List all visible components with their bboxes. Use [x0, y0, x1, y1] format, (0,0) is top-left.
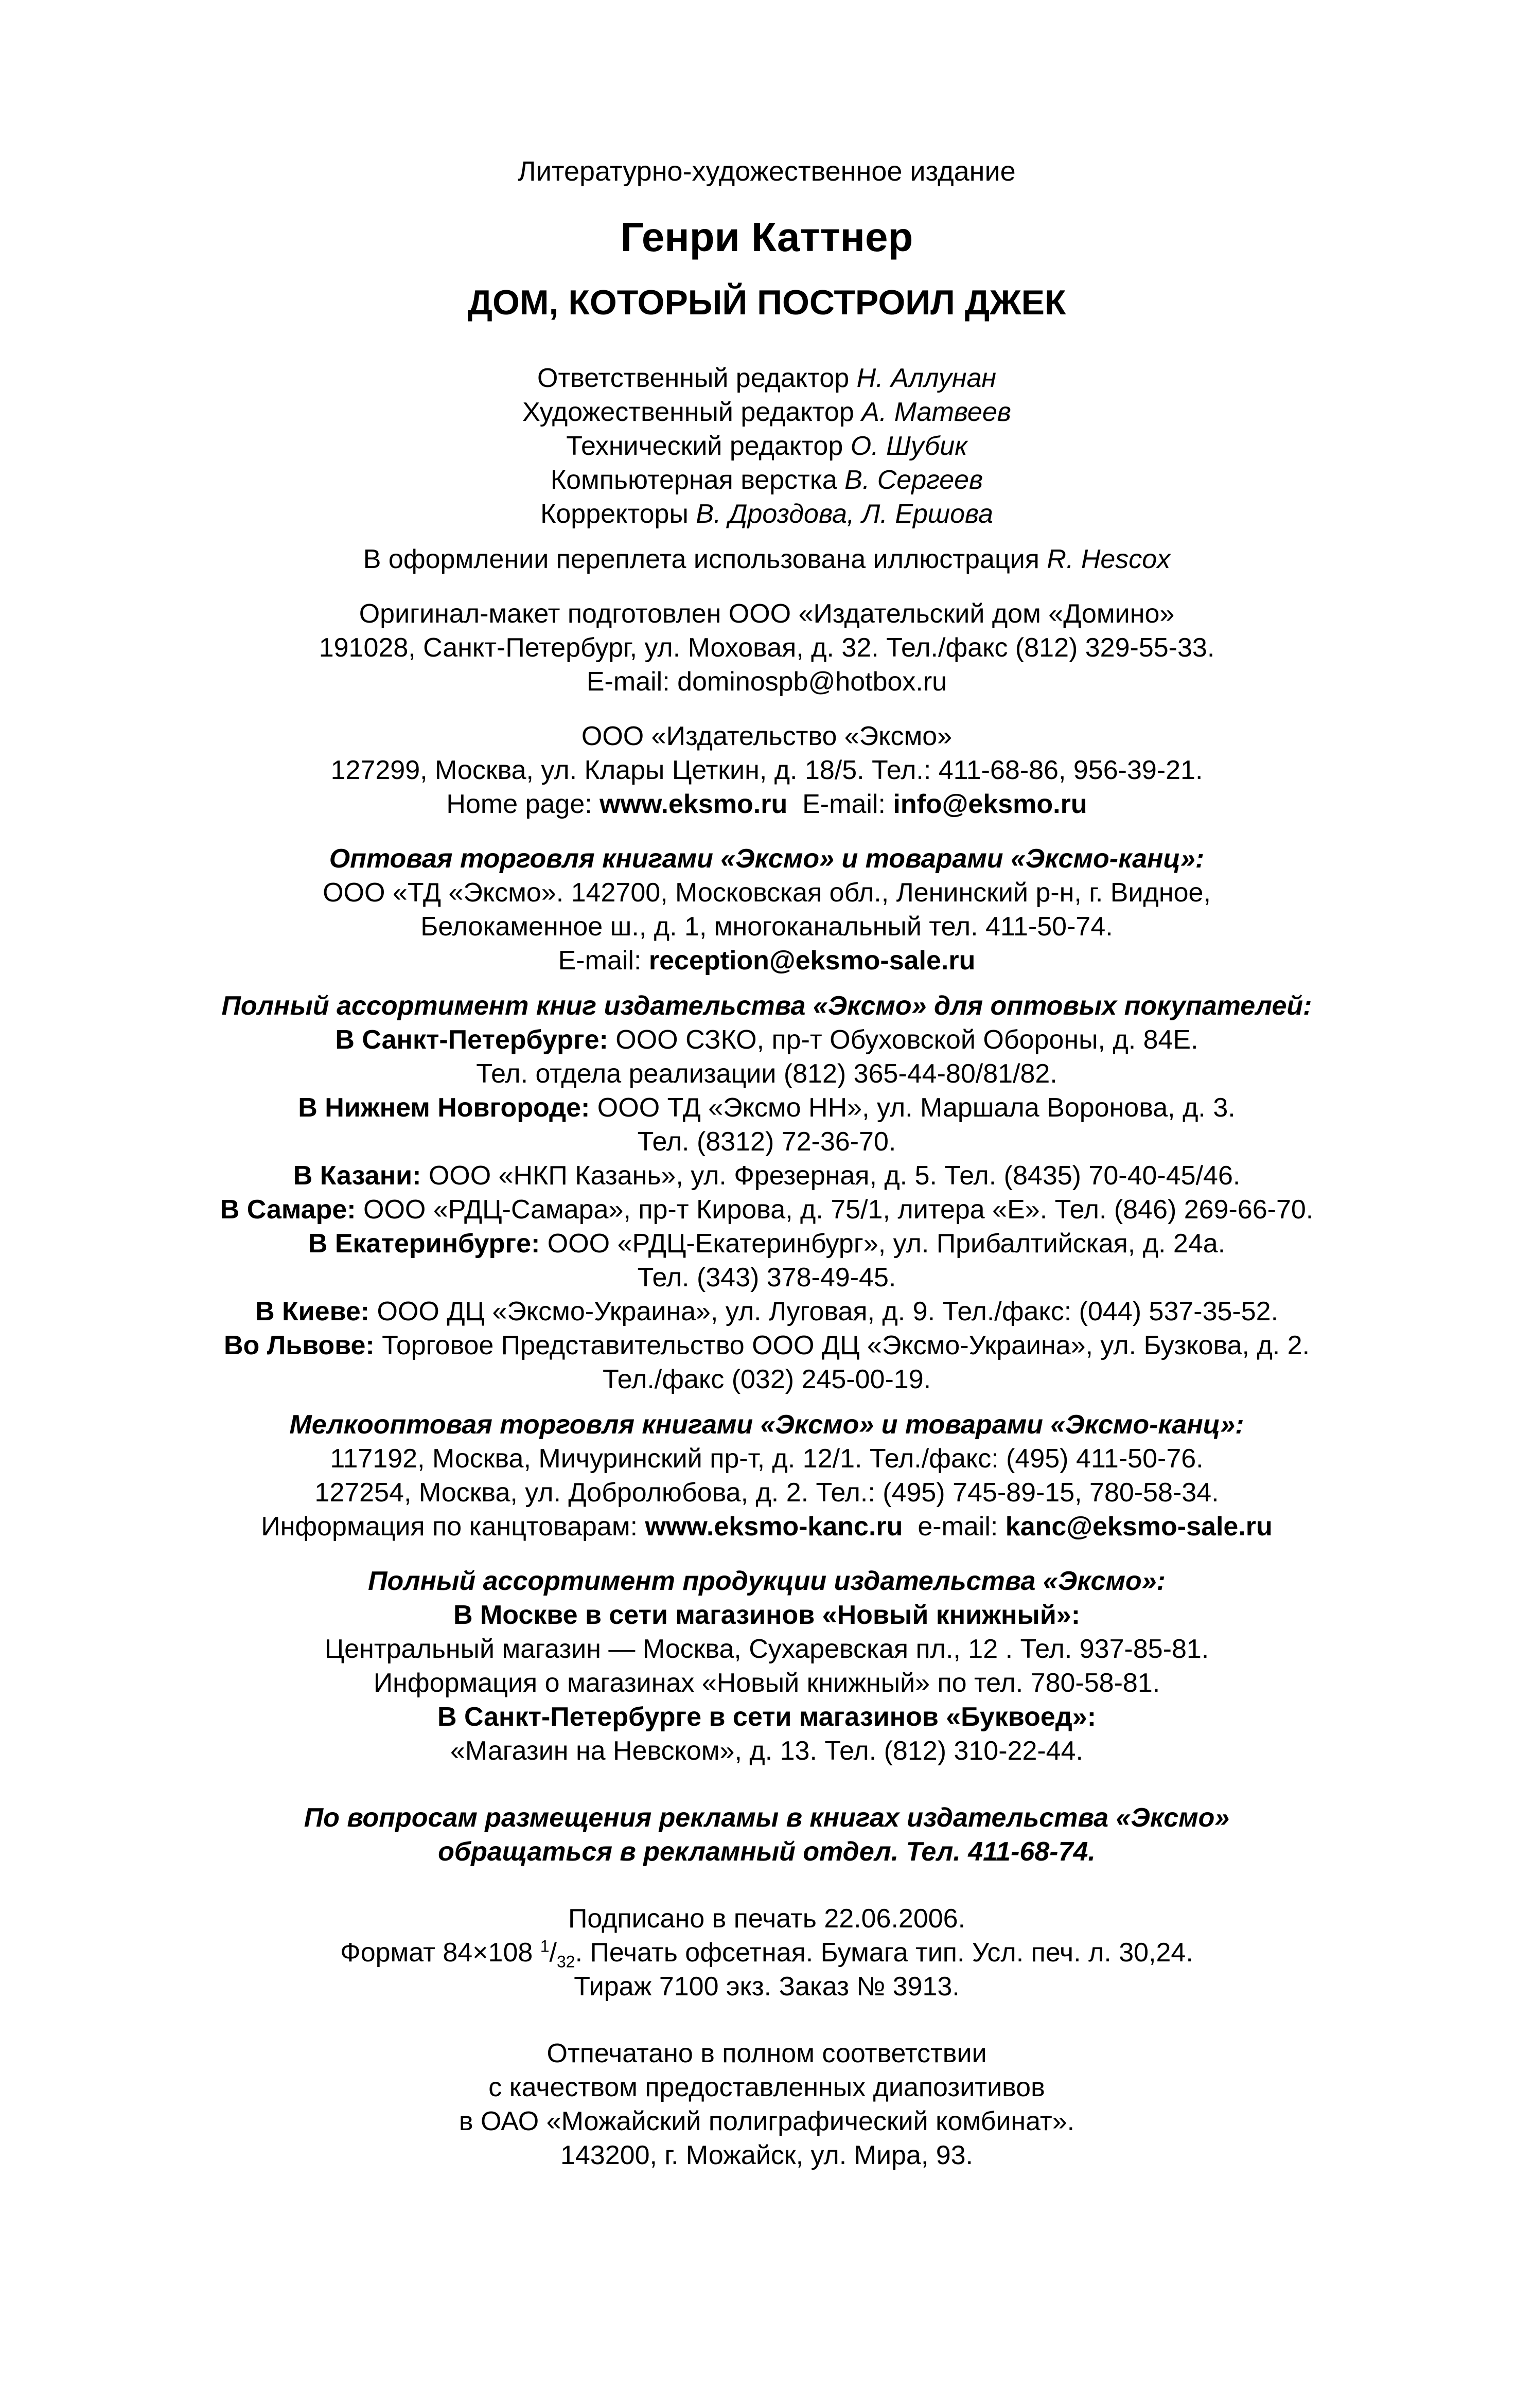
credit-line: Компьютерная верстка В. Сергеев: [550, 465, 983, 495]
region-line: В Самаре: ООО «РДЦ-Самара», пр-т Кирова, д. 75/1, литера «Е». Тел. (846) 269-66-70.: [220, 1195, 1314, 1225]
wholesale-line: Белокаменное ш., д. 1, многоканальный тел. 411-50-74.: [420, 912, 1113, 942]
email-link: info@eksmo.ru: [893, 789, 1087, 819]
credit-line: Технический редактор О. Шубик: [566, 431, 967, 461]
imprint-page: [124, 154, 1410, 2172]
print-run: Тираж 7100 экз. Заказ № 3913.: [574, 1972, 960, 2002]
small-wholesale-block: [124, 1408, 1410, 1544]
region-line: В Нижнем Новгороде: ООО ТД «Эксмо НН», ул. Маршала Воронова, д. 3.: [298, 1093, 1236, 1123]
region-line: Тел. отдела реализации (812) 365-44-80/81/82.: [476, 1059, 1057, 1089]
genre-label: Литературно-художественное издание: [518, 156, 1016, 187]
small-wholesale-line: 117192, Москва, Мичуринский пр-т, д. 12/1. Тел./факс: (495) 411-50-76.: [330, 1444, 1204, 1474]
region-line: В Казани: ООО «НКП Казань», ул. Фрезерная, д. 5. Тел. (8435) 70-40-45/46.: [293, 1161, 1241, 1191]
wholesale-block: [124, 842, 1410, 978]
printer-block: [124, 2037, 1410, 2172]
publisher-contacts: Home page: www.eksmo.ru E-mail: info@eksmo.ru: [446, 789, 1087, 819]
retail-line: Центральный магазин — Москва, Сухаревская пл., 12 . Тел. 937-85-81.: [324, 1634, 1209, 1664]
section-heading: Полный ассортимент продукции издательства «Эксмо»:: [368, 1566, 1166, 1596]
section-heading: Мелкооптовая торговля книгами «Эксмо» и товарами «Эксмо-канц»:: [289, 1410, 1244, 1440]
credit-line: Ответственный редактор Н. Аллунан: [537, 363, 996, 393]
credits-block: [124, 361, 1410, 576]
region-line: В Киеве: ООО ДЦ «Эксмо-Украина», ул. Луговая, д. 9. Тел./факс: (044) 537-35-52.: [255, 1297, 1279, 1326]
retail-subheading: В Санкт-Петербурге в сети магазинов «Буквоед»:: [437, 1702, 1097, 1732]
regional-block: [124, 989, 1410, 1396]
retail-subheading: В Москве в сети магазинов «Новый книжный»:: [453, 1600, 1081, 1630]
printer-line: 143200, г. Можайск, ул. Мира, 93.: [560, 2140, 974, 2170]
region-line: В Санкт-Петербурге: ООО СЗКО, пр-т Обуховской Обороны, д. 84Е.: [335, 1025, 1198, 1055]
small-wholesale-line: 127254, Москва, ул. Добролюбова, д. 2. Тел.: (495) 745-89-15, 780-58-34.: [314, 1478, 1219, 1508]
ads-line: По вопросам размещения рекламы в книгах издательства «Эксмо»: [304, 1803, 1230, 1833]
cover-illustration-credit: В оформлении переплета использована иллюстрация R. Hescox: [363, 544, 1171, 574]
publisher-address: 127299, Москва, ул. Клары Цеткин, д. 18/5. Тел.: 411-68-86, 956-39-21.: [330, 755, 1203, 785]
credit-line: Художественный редактор А. Матвеев: [522, 397, 1011, 427]
region-line: Тел./факс (032) 245-00-19.: [602, 1365, 931, 1394]
printer-line: с качеством предоставленных диапозитивов: [488, 2073, 1045, 2102]
region-line: Тел. (343) 378-49-45.: [637, 1263, 896, 1292]
section-heading: Полный ассортимент книг издательства «Эксмо» для оптовых покупателей:: [221, 991, 1312, 1021]
region-line: Тел. (8312) 72-36-70.: [637, 1127, 896, 1157]
layout-line: Оригинал-макет подготовлен ООО «Издательский дом «Домино»: [359, 599, 1175, 629]
wholesale-line: ООО «ТД «Эксмо». 142700, Московская обл., Ленинский р-н, г. Видное,: [323, 878, 1211, 908]
signed-date: Подписано в печать 22.06.2006.: [568, 1904, 966, 1934]
layout-line: 191028, Санкт-Петербург, ул. Моховая, д. 32. Тел./факс (812) 329-55-33.: [319, 633, 1215, 663]
author-name: Генри Каттнер: [620, 214, 913, 260]
credit-line: Корректоры В. Дроздова, Л. Ершова: [540, 499, 993, 529]
layout-block: [124, 597, 1410, 699]
home-page-link: www.eksmo.ru: [600, 789, 788, 819]
print-info-block: [124, 1902, 1410, 2004]
ads-block: [124, 1801, 1410, 1869]
section-heading: Оптовая торговля книгами «Эксмо» и товарами «Эксмо-канц»:: [329, 844, 1205, 874]
region-line: Во Львове: Торговое Представительство ООО ДЦ «Эксмо-Украина», ул. Бузкова, д. 2.: [223, 1331, 1310, 1360]
stationery-info: Информация по канцтоварам: www.eksmo-kanc.ru e-mail: kanc@eksmo-sale.ru: [261, 1512, 1273, 1542]
retail-line: Информация о магазинах «Новый книжный» по тел. 780-58-81.: [373, 1668, 1160, 1698]
region-line: В Екатеринбурге: ООО «РДЦ-Екатеринбург», ул. Прибалтийская, д. 24а.: [308, 1229, 1226, 1259]
publisher-name: ООО «Издательство «Эксмо»: [581, 721, 953, 751]
retail-block: [124, 1564, 1410, 1768]
wholesale-email: E-mail: reception@eksmo-sale.ru: [558, 946, 976, 976]
layout-line: E-mail: dominospb@hotbox.ru: [586, 667, 947, 697]
printer-line: в ОАО «Можайский полиграфический комбинат».: [459, 2106, 1075, 2136]
printer-line: Отпечатано в полном соответствии: [546, 2039, 987, 2068]
publisher-block: [124, 719, 1410, 821]
format-line: Формат 84×108 $^1/_{32}$. Печать офсетная. Бумага тип. Усл. печ. л. 30,24.: [340, 1937, 1193, 1971]
book-title: ДОМ, КОТОРЫЙ ПОСТРОИЛ ДЖЕК: [467, 283, 1066, 322]
ads-line: обращаться в рекламный отдел. Тел. 411-68-74.: [438, 1837, 1096, 1867]
retail-line: «Магазин на Невском», д. 13. Тел. (812) 310-22-44.: [450, 1736, 1083, 1766]
